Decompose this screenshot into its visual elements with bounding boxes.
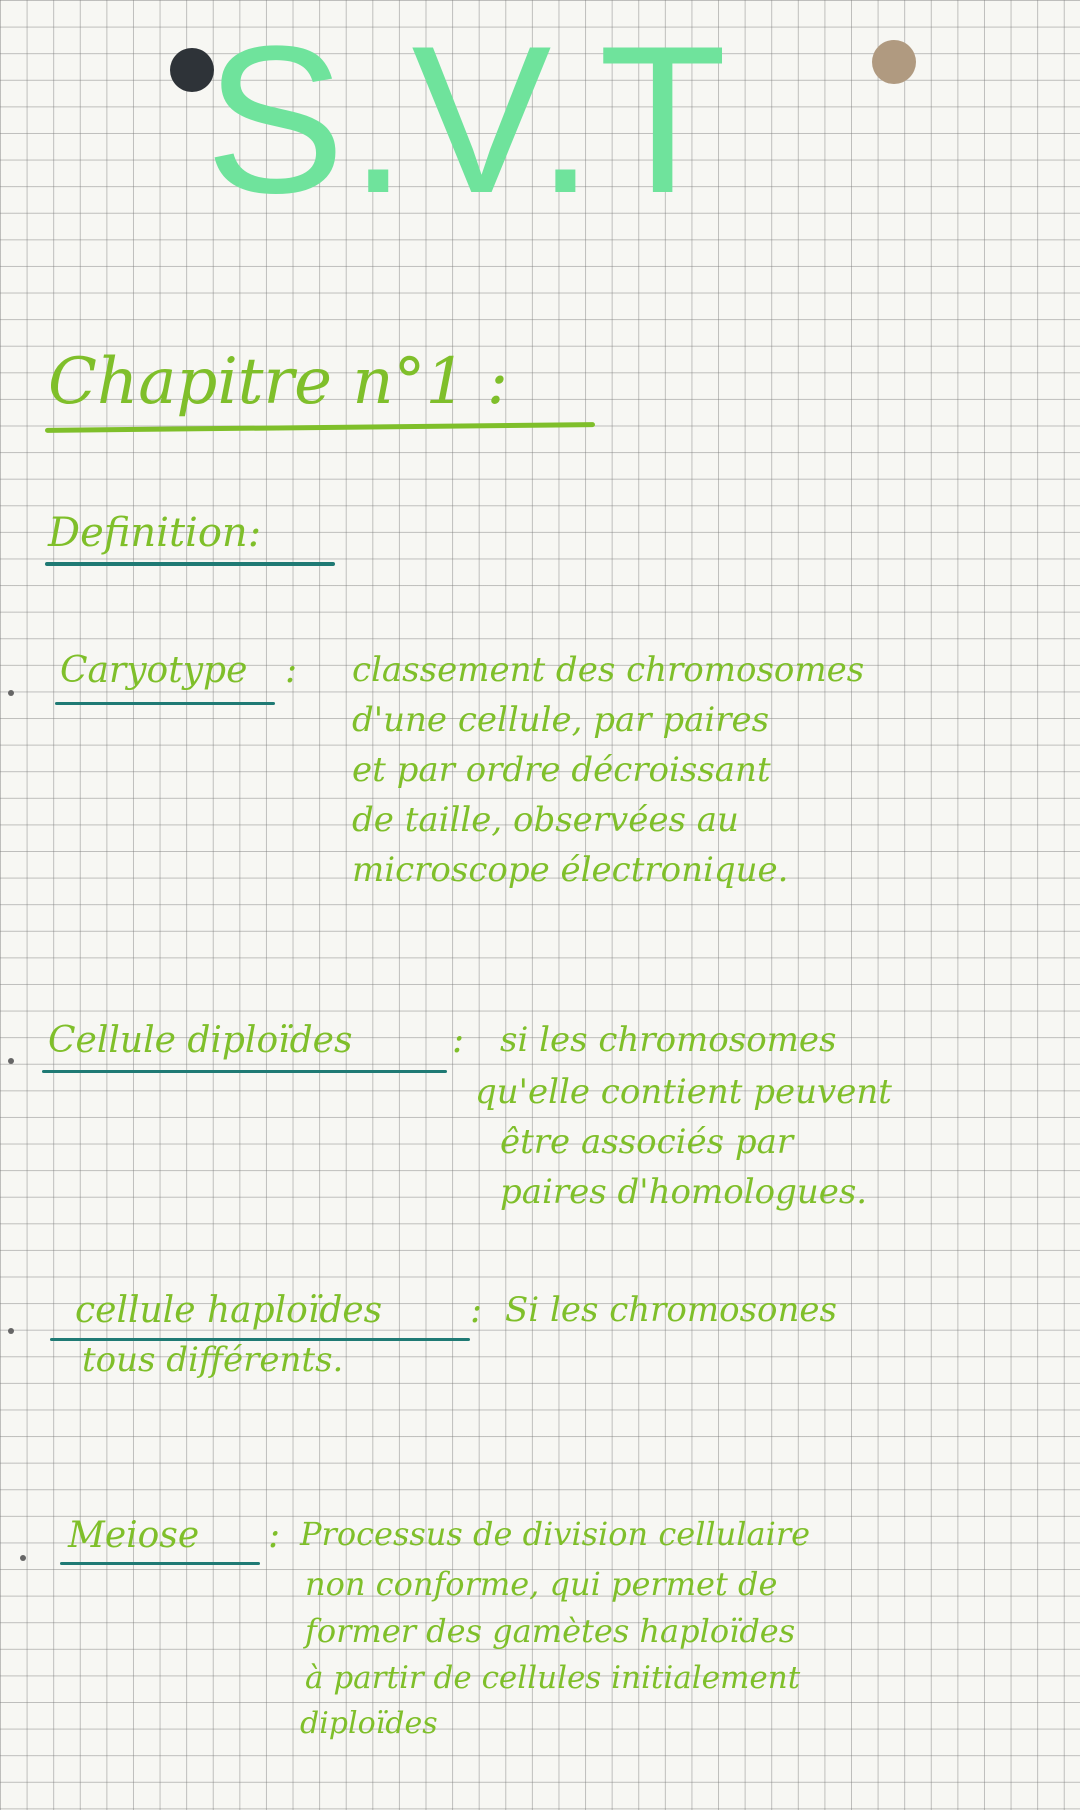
definition-colon: : [268, 1515, 281, 1556]
page-title: S.V.T [205, 2, 731, 237]
definition-line: classement des chromosomes [352, 650, 865, 690]
section-underline [45, 562, 335, 566]
definition-colon: : [452, 1020, 465, 1061]
binder-hole-right [872, 40, 916, 84]
definition-line: paires d'homologues. [500, 1172, 868, 1212]
section-title: Definition: [48, 510, 262, 556]
definition-line: former des gamètes haploïdes [305, 1612, 796, 1650]
term-underline-diploide [42, 1070, 447, 1073]
definition-line: microscope électronique. [352, 850, 789, 890]
definition-colon: : [470, 1290, 483, 1331]
definition-line: et par ordre décroissant [352, 750, 771, 790]
definition-line: Processus de division cellulaire [300, 1515, 811, 1553]
bullet-meiose [20, 1555, 26, 1561]
definition-line: être associés par [500, 1122, 794, 1162]
bullet-diploide [8, 1058, 14, 1064]
definition-line: qu'elle contient peuvent [475, 1072, 892, 1112]
chapter-title: Chapitre n°1 : [48, 345, 509, 419]
definition-line: à partir de cellules initialement [305, 1660, 801, 1696]
chapter-underline [45, 422, 595, 433]
term-caryotype: Caryotype [60, 650, 248, 691]
term-underline-caryotype [55, 702, 275, 705]
definition-line: non conforme, qui permet de [305, 1565, 778, 1603]
definition-line: tous différents. [82, 1340, 344, 1380]
definition-line: d'une cellule, par paires [352, 700, 770, 740]
term-diploide: Cellule diploïdes [48, 1020, 353, 1061]
term-underline-meiose [60, 1562, 260, 1565]
bullet-haploide [8, 1328, 14, 1334]
definition-colon: : [285, 650, 298, 691]
term-meiose: Meiose [68, 1515, 200, 1556]
definition-line: de taille, observées au [352, 800, 739, 840]
term-haploide: cellule haploïdes [75, 1290, 383, 1331]
definition-line: diploïdes [300, 1706, 438, 1741]
definition-line: Si les chromosones [505, 1290, 837, 1330]
bullet-caryotype [8, 690, 14, 696]
definition-line: si les chromosomes [500, 1020, 837, 1060]
